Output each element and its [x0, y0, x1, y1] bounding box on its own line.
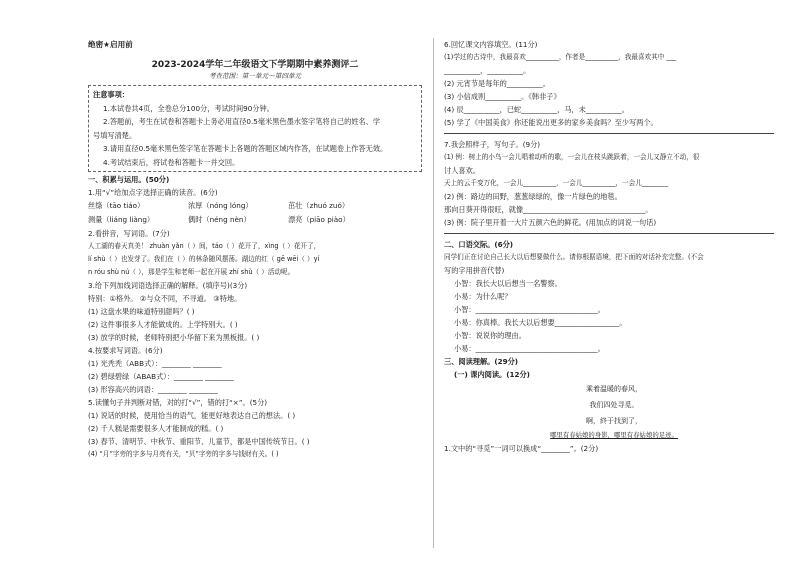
pinyin-option: 茁壮（zhuó zuó） — [288, 201, 350, 210]
notice-item: 4.考试结束后，将试卷和答题卡一并交回。 — [103, 157, 240, 167]
left-column — [88, 38, 422, 461]
dialogue-line: 小易：__________________________________。 — [454, 344, 605, 353]
question-item: (1)学过的古诗中，我最喜欢__________，作者是__________，我最喜欢其中 ___ — [444, 53, 677, 61]
pinyin-row — [88, 199, 422, 213]
question-7: 7.我会照样子，写句子。(9分) — [444, 140, 541, 149]
question-item: (1) 这盘水果的味道特别甜吗？( ) — [88, 307, 195, 316]
pinyin-option: 测量（liáng liàng） — [88, 215, 155, 224]
question-item: (2) 例：路边的田野，葱葱绿绿的，像一片绿色的地毯。 — [444, 192, 622, 201]
dialogue-line: 小易：为什么呢？ — [454, 292, 512, 301]
question-item: (3) 形容高兴的词语：________ ________ — [88, 385, 218, 394]
question-item: (1) 光秃秃（ABB式）：________ ________ — [88, 359, 222, 368]
dialogue-line: 小智：我长大以后想当一名警察。 — [454, 279, 562, 288]
answer-line — [444, 233, 774, 234]
question-item: (5) 学了《中国美食》你还能说出更多的家乡美食吗？至少写两个。 — [444, 118, 658, 127]
question-text: 人工湖的春天真美！ zhuàn yǎn（ ）间，táo（ ）花开了，xìng（ ）花开了， — [88, 242, 321, 250]
question-1: 1.用“√”给加点字选择正确的读音。(6分) — [88, 188, 218, 197]
dialogue-line: 小智：说说你的理由。 — [454, 331, 526, 340]
question-item: (2) 元宵节是每年的__________。 — [444, 79, 550, 88]
question-item: (2) 这件事很多人才能做成的。上学特别大。( ) — [88, 320, 238, 329]
question-4: 4.按要求写词语。(6分) — [88, 346, 163, 355]
question-item: (3) 春节、清明节、中秋节、重阳节、儿童节，都是中国传统节日。( ) — [88, 437, 310, 446]
question-item: (3) 小信成则__________。《韩非子》 — [444, 92, 561, 101]
section-heading: 二、口语交际。(6分) — [444, 240, 514, 249]
question-item: (4) 辰__________，已蛇__________，马，未__________。 — [444, 105, 629, 114]
column-divider — [433, 38, 434, 548]
section-heading: 三、阅读理解。(29分) — [444, 357, 519, 366]
question-item: 天上的云千变万化，一会儿__________，一会儿__________，一会儿________ — [444, 179, 669, 187]
pinyin-option: 偶时（néng nèn） — [188, 215, 251, 224]
notice-box — [88, 85, 422, 172]
notice-item: 号填写清楚。 — [93, 130, 137, 140]
dialogue-line: 小智：__________________________________。 — [454, 305, 605, 314]
reading-question-1: 1.文中的“寻觅”一词可以换成“________”。(2分) — [444, 444, 599, 453]
pinyin-option: 丝绦（tāo tiáo） — [88, 201, 145, 210]
pinyin-row — [88, 213, 422, 227]
right-column — [444, 38, 784, 455]
question-5: 5.读懂句子并判断对错，对的打“√”，错的打“×”。(5分) — [88, 398, 268, 407]
question-options: 特别：①格外。 ②与众不同，不寻道。 ③特地。 — [88, 294, 242, 303]
question-item: (1) 说话的时候，使用恰当的语气，能更好地表达自己的想法。( ) — [88, 411, 296, 420]
question-item: (4) “月”字旁的字多与月亮有关，“贝”字旁的字多与钱财有关。( ) — [88, 450, 279, 458]
question-item: (2) 碧绿碧绿（ABAB式）：________ ________ — [88, 372, 234, 381]
question-text: lí shù（ ）也发芽了。我们在（ ）的林条随风摆荡。湖边的红（ gē wēi（ ）yí — [88, 255, 320, 263]
question-item: __________，__________。 — [444, 66, 531, 75]
question-item: 讨人喜欢。 — [444, 166, 480, 175]
pinyin-option: 浓厚（nóng lóng） — [188, 201, 253, 210]
poem-line: 乘着温暖的春风， — [586, 385, 642, 393]
poem-line: 我们四处寻觅。 — [589, 401, 639, 409]
answer-line — [444, 133, 774, 134]
notice-item: 1.本试卷共4页，全卷总分100分，考试时间90分钟。 — [103, 103, 274, 113]
notice-heading: 注意事项： — [93, 90, 129, 99]
question-text: n róu shù nú（ ），那是学生和老师一起在开展 zhí shù（ ）活动呢。 — [88, 268, 295, 276]
question-text: 写的字用拼音代替) — [444, 266, 505, 275]
notice-item: 2.答题前，考生在试卷和答题卡上务必用直径0.5毫米黑色墨水签字笔将自己的姓名、学 — [103, 117, 381, 126]
section-heading: 一、积累与运用。(50分) — [88, 175, 170, 184]
question-item: (3) 放学的时候，老师特别把小华留下来为黑板报。( ) — [88, 333, 260, 342]
exam-scope: 考查范围：第一单元～第四单元 — [208, 72, 302, 80]
question-item: (2) 千人糕是需要很多人才能制成的糕。( ) — [88, 424, 224, 433]
question-item: 那向日葵开得很旺，就像__________________________________。 — [444, 205, 653, 214]
subsection-heading: (一) 课内阅读。(12分) — [454, 370, 530, 379]
question-item: (1) 例：树上的小鸟一会儿唱着动听的歌，一会儿在枝头跳跃着，一会儿又静立不动，很 — [444, 153, 700, 161]
question-6: 6.回忆课文内容填空。(11分) — [444, 40, 538, 49]
question-2: 2.看拼音，写词语。(7分) — [88, 229, 170, 238]
question-3: 3.给下列加线词语选择正确的解释。(填序号)(3分) — [88, 281, 248, 290]
question-text: 同学们正在讨论自己长大以后想要做什么。请你根据语境，把下面的对话补充完整。(不会 — [444, 253, 704, 261]
exam-title: 2023-2024学年二年级语文下学期期中素养测评二 — [151, 60, 359, 70]
poem-line: 哪里有春姑娘的身影，哪里有春姑娘的足迹。 — [550, 431, 678, 439]
pinyin-option: 漂亮（piāo piào） — [288, 215, 350, 224]
question-item: (3) 例：院子里开着一大片五颜六色的鲜花。(用加点的词说一句话) — [444, 218, 657, 227]
dialogue-line: 小易：你真棒。我长大以后想要__________________。 — [454, 318, 627, 327]
secret-label: 绝密★启用前 — [88, 40, 133, 49]
notice-item: 3.请用直径0.5毫米黑色签字笔在答题卡上各题的答题区域内作答，在试题卷上作答无效。 — [103, 144, 388, 153]
poem-line: 啊，終于找到了， — [586, 417, 642, 425]
